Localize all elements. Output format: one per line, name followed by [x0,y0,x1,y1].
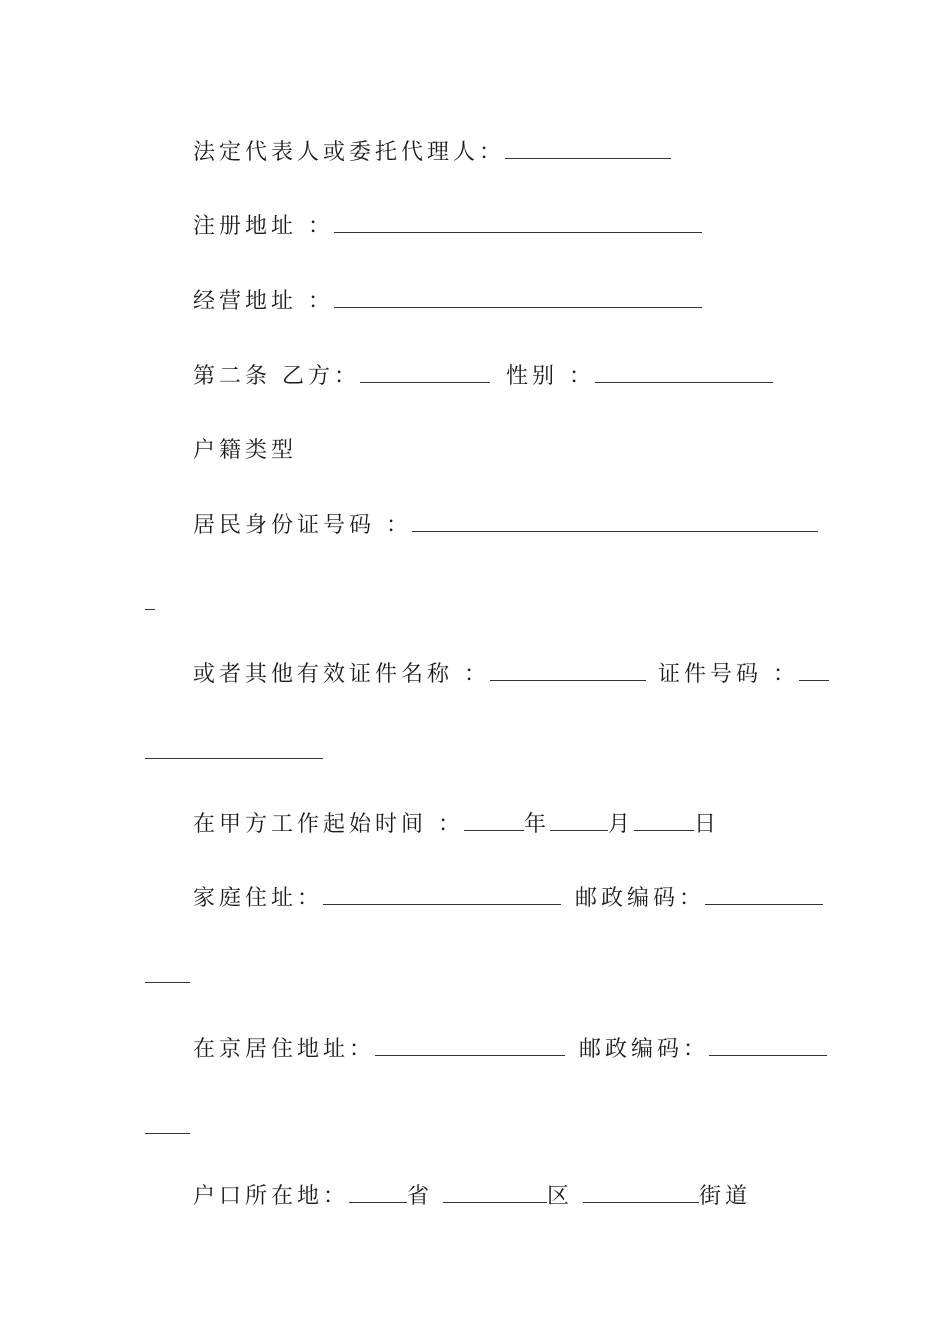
year-label: 年 [524,812,551,837]
postcode-blank[interactable] [705,884,823,905]
id-number-2-blank[interactable] [799,660,829,681]
business-address-blank[interactable] [334,287,702,308]
other-id-row [193,660,829,690]
party-b-row [193,362,773,392]
party-b-label: 第二条 乙方： [193,364,360,389]
id-number-blank[interactable] [412,511,818,532]
gender-blank[interactable] [595,362,773,383]
id-number-label: 居民身份证号码 ： [193,513,412,538]
gender-label: 性别 ： [506,364,595,389]
start-date-row [193,810,720,840]
start-year-blank[interactable] [464,810,524,831]
month-label: 月 [608,812,635,837]
beijing-address-row [193,1035,827,1065]
postcode-2-label: 邮政编码： [579,1037,710,1062]
legal-representative-blank[interactable] [505,138,671,159]
household-type-row [193,436,297,466]
start-month-blank[interactable] [550,810,608,831]
postcode-2-blank-continued[interactable] [145,1132,190,1134]
home-address-label: 家庭住址： [193,886,324,911]
business-address-label: 经营地址 ： [193,289,334,314]
id-number-2-label: 证件号码 ： [658,662,799,687]
hukou-location-label: 户口所在地： [193,1184,350,1209]
district-blank[interactable] [443,1182,547,1203]
registered-address-blank[interactable] [334,212,702,233]
day-label: 日 [694,812,721,837]
district-label: 区 [547,1184,574,1209]
postcode-label: 邮政编码： [575,886,706,911]
other-id-name-blank[interactable] [490,660,646,681]
id-number-blank-continued[interactable] [145,608,155,610]
legal-representative-row [193,138,671,168]
business-address-row [193,287,702,317]
home-address-row [193,884,823,914]
hukou-location-row [193,1182,751,1212]
beijing-address-label: 在京居住地址： [193,1037,376,1062]
id-number-row [193,511,818,541]
start-date-label: 在甲方工作起始时间 ： [193,812,464,837]
start-day-blank[interactable] [634,810,694,831]
other-id-name-label: 或者其他有效证件名称 ： [193,662,490,687]
street-blank[interactable] [583,1182,699,1203]
household-type-label: 户籍类型 [193,438,298,463]
province-label: 省 [407,1184,434,1209]
registered-address-row [193,212,702,242]
home-address-blank[interactable] [323,884,561,905]
party-b-blank[interactable] [360,362,490,383]
legal-representative-label: 法定代表人或委托代理人： [193,140,506,165]
postcode-blank-continued[interactable] [145,981,190,983]
province-blank[interactable] [349,1182,407,1203]
registered-address-label: 注册地址 ： [193,214,334,239]
beijing-address-blank[interactable] [375,1035,565,1056]
id-number-2-blank-continued[interactable] [145,757,323,759]
street-label: 街道 [699,1184,752,1209]
postcode-2-blank[interactable] [709,1035,827,1056]
